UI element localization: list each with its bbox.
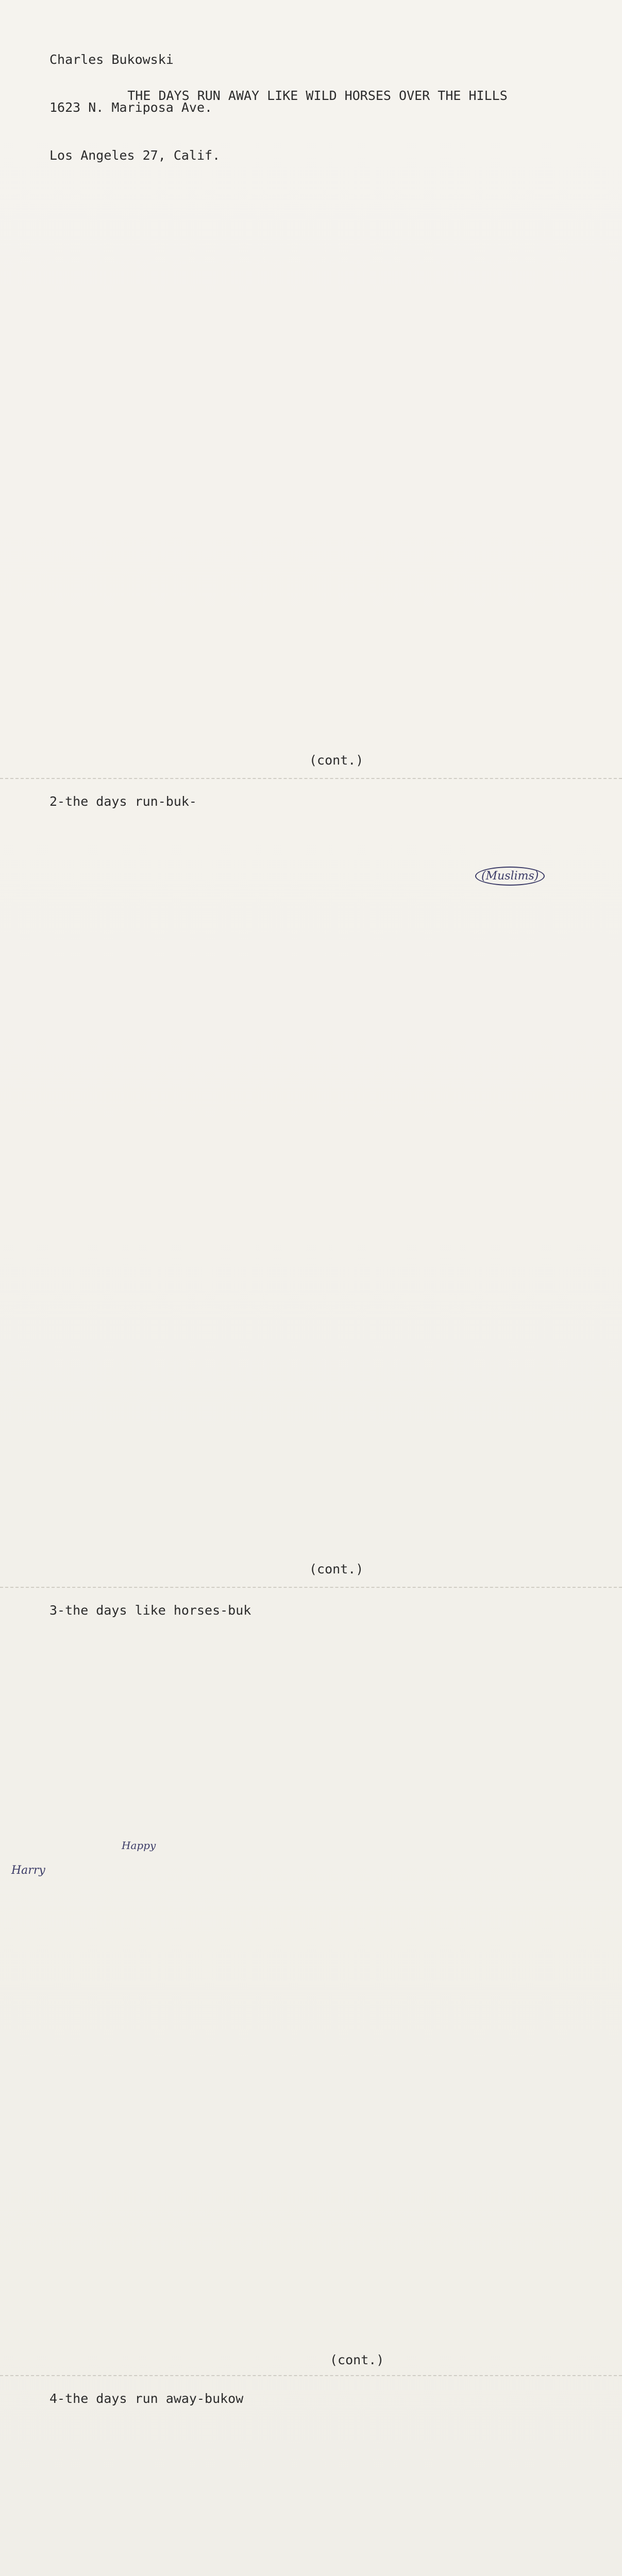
continuation-marker-2: (cont.) bbox=[309, 1562, 364, 1577]
author-header bbox=[49, 20, 585, 195]
page-divider-2 bbox=[0, 1587, 622, 1588]
insert-happy: Happy bbox=[122, 1839, 156, 1852]
insert-harry: Harry bbox=[11, 1864, 45, 1877]
continuation-marker-3: (cont.) bbox=[330, 2352, 384, 2367]
page-marker-3: 3-the days like horses-buk bbox=[49, 1603, 251, 1618]
author-name: Charles Bukowski bbox=[49, 52, 174, 67]
poem-title: THE DAYS RUN AWAY LIKE WILD HORSES OVER THE HILLS bbox=[127, 88, 508, 103]
margin-note-muslims: (Muslims) bbox=[475, 867, 545, 886]
page-marker-4: 4-the days run away-bukow bbox=[49, 2391, 244, 2406]
city-address: Los Angeles 27, Calif. bbox=[49, 148, 221, 163]
continuation-marker-1: (cont.) bbox=[309, 753, 364, 768]
page-divider-3 bbox=[0, 2375, 622, 2376]
page-divider-1 bbox=[0, 778, 622, 779]
page-marker-2: 2-the days run-buk- bbox=[49, 794, 197, 809]
street-address: 1623 N. Mariposa Ave. bbox=[49, 100, 213, 115]
